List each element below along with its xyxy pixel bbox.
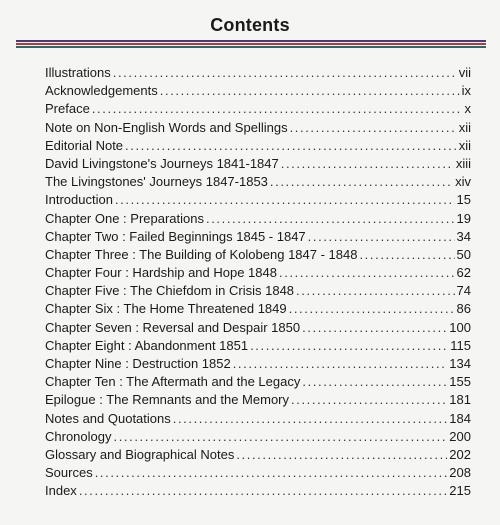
entry-page-number: 202 — [449, 446, 471, 462]
entry-title: Chapter Four : Hardship and Hope 1848 — [45, 265, 277, 281]
dot-leader — [290, 119, 457, 137]
entry-title: David Livingstone's Journeys 1841-1847 — [45, 155, 279, 171]
entry-page-number: 100 — [449, 319, 471, 335]
entry-page-number: xiv — [455, 174, 471, 190]
dot-leader — [114, 428, 448, 446]
entry-page-number: 115 — [450, 337, 471, 353]
toc-entry — [45, 446, 471, 464]
toc-entry — [45, 246, 471, 264]
entry-page-number: 155 — [449, 374, 471, 390]
dot-leader — [125, 137, 457, 155]
entry-title: Sources — [45, 465, 93, 481]
entry-page-number: 208 — [449, 465, 471, 481]
dot-leader — [296, 282, 454, 300]
dot-leader — [302, 373, 447, 391]
dot-leader — [308, 228, 455, 246]
entry-page-number: xiii — [455, 155, 471, 171]
toc-entry — [45, 337, 471, 355]
entry-page-number: 50 — [456, 246, 471, 262]
toc-entry — [45, 191, 471, 209]
toc-entry — [45, 410, 471, 428]
dot-leader — [281, 155, 454, 173]
entry-page-number: 15 — [456, 192, 471, 208]
entry-title: Chapter One : Preparations — [45, 210, 204, 226]
dot-leader — [279, 264, 455, 282]
entry-title: Chapter Nine : Destruction 1852 — [45, 356, 231, 371]
entry-page-number: 86 — [456, 301, 471, 317]
entry-page-number: vii — [458, 65, 471, 80]
dot-leader — [173, 410, 448, 428]
dot-leader — [92, 100, 463, 118]
toc-entry — [45, 319, 471, 337]
entry-title: Chapter Seven : Reversal and Despair 1850 — [45, 319, 301, 335]
entry-title: Introduction — [45, 192, 113, 208]
entry-title: Chapter Two : Failed Beginnings 1845 - 1847 — [45, 228, 306, 244]
toc-entry — [45, 155, 471, 173]
dot-leader — [302, 319, 447, 337]
toc-entry — [45, 391, 471, 409]
toc-entry — [45, 373, 471, 391]
entry-title: Index — [45, 483, 77, 499]
toc-entry — [45, 482, 471, 500]
entry-title: Note on Non-English Words and Spellings — [45, 119, 288, 135]
toc-entry — [45, 119, 471, 137]
entry-title: Glossary and Biographical Notes — [45, 446, 235, 462]
entry-page-number: 134 — [449, 356, 471, 371]
toc-entry — [45, 137, 471, 155]
toc-entry — [45, 428, 471, 446]
dot-leader — [160, 82, 460, 100]
title-divider — [16, 40, 486, 48]
entry-page-number: xii — [458, 137, 471, 153]
entry-page-number: 215 — [449, 483, 471, 499]
entry-title: Preface — [45, 101, 90, 117]
dot-leader — [250, 337, 448, 355]
entry-title: Epilogue : The Remnants and the Memory — [45, 392, 290, 408]
toc-entry — [45, 264, 471, 282]
toc-entry — [45, 173, 471, 191]
toc-entry — [45, 82, 471, 100]
dot-leader — [270, 173, 453, 191]
toc-entry — [45, 300, 471, 318]
entry-title: Chapter Five : The Chiefdom in Crisis 1848 — [45, 283, 295, 299]
dot-leader — [95, 464, 448, 482]
entry-page-number: 74 — [456, 283, 471, 299]
dot-leader — [236, 446, 447, 464]
entry-page-number: 181 — [449, 392, 471, 408]
entry-title: Chapter Three : The Building of Kolobeng 1847 - 1848 — [45, 246, 358, 262]
dot-leader — [115, 191, 455, 209]
entry-page-number: ix — [461, 83, 471, 99]
dot-leader — [113, 64, 457, 82]
entry-title: The Livingstones' Journeys 1847-1853 — [45, 174, 268, 190]
entry-title: Illustrations — [45, 65, 111, 80]
toc-entry — [45, 464, 471, 482]
entry-title: Editorial Note — [45, 137, 124, 153]
entry-title: Chapter Eight : Abandonment 1851 — [45, 337, 249, 353]
entry-page-number: 62 — [456, 265, 471, 281]
entry-title: Chapter Ten : The Aftermath and the Legacy — [45, 374, 301, 390]
entry-page-number: x — [464, 101, 471, 117]
page-title: Contents — [210, 15, 290, 35]
table-of-contents — [45, 64, 471, 501]
toc-entry — [45, 282, 471, 300]
entry-title: Notes and Quotations — [45, 410, 171, 426]
entry-page-number: 200 — [449, 428, 471, 444]
entry-page-number: 184 — [449, 410, 471, 426]
dot-leader — [359, 246, 454, 264]
entry-page-number: xii — [458, 119, 471, 135]
dot-leader — [206, 210, 455, 228]
toc-entry — [45, 100, 471, 118]
entry-page-number: 34 — [456, 228, 471, 244]
toc-entry — [45, 228, 471, 246]
dot-leader — [289, 300, 455, 318]
toc-entry — [45, 64, 471, 82]
entry-title: Chapter Six : The Home Threatened 1849 — [45, 301, 287, 317]
entry-page-number: 19 — [456, 210, 471, 226]
dot-leader — [79, 482, 447, 500]
entry-title: Chronology — [45, 428, 112, 444]
toc-entry — [45, 355, 471, 373]
entry-title: Acknowledgements — [45, 83, 158, 99]
toc-entry — [45, 210, 471, 228]
dot-leader — [291, 391, 447, 409]
dot-leader — [233, 355, 448, 373]
